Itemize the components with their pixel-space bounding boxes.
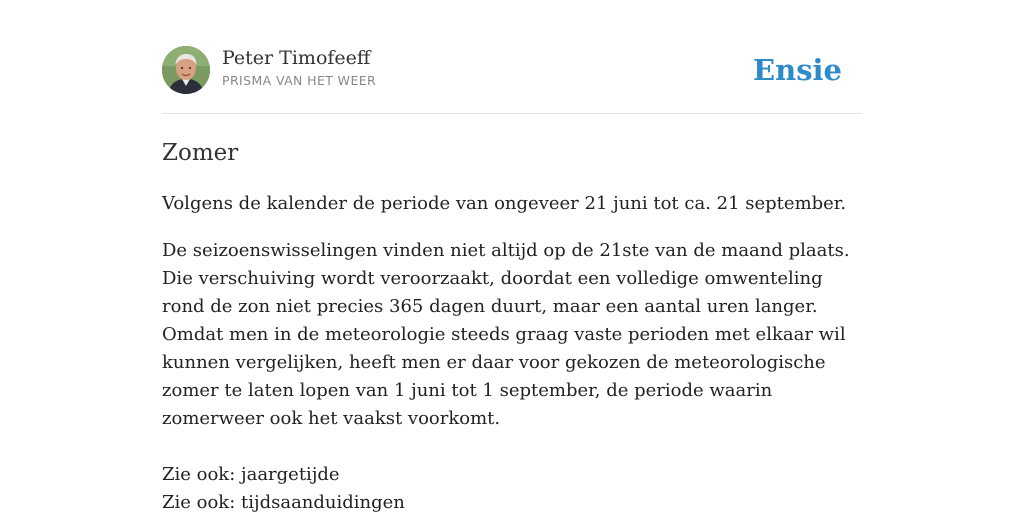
entry-card bbox=[162, 46, 862, 513]
entry-content bbox=[162, 190, 862, 517]
entry-paragraph: Volgens de kalender de periode van ongeveer 21 juni tot ca. 21 september. bbox=[162, 193, 847, 214]
ensie-logo[interactable]: Ensie bbox=[753, 53, 842, 87]
author-avatar[interactable] bbox=[162, 46, 210, 94]
author-name[interactable]: Peter Timofeeff bbox=[222, 47, 371, 69]
entry-paragraph: De seizoenswisselingen vinden niet altijd op de 21ste van de maand plaats. Die verschuiving wordt veroorzaakt, doordat een volledige omwenteling rond de zon niet precies 365 dagen duurt, maar een aantal uren langer. Omdat men in de meteorologie steeds graag vaste perioden met elkaar wil kunnen vergelijken, heeft men er daar voor gekozen de meteorologische zomer te laten lopen van 1 juni tot 1 september, de periode waarin zomerweer ook het vaakst voorkomt. bbox=[162, 240, 850, 429]
see-also-item: Zie ook: jaargetijde bbox=[162, 464, 340, 485]
person-avatar-icon bbox=[162, 46, 210, 94]
entry-header bbox=[162, 46, 862, 96]
author-block bbox=[222, 46, 376, 90]
header-divider bbox=[162, 113, 862, 114]
see-also-item: Zie ook: tijdsaanduidingen bbox=[162, 492, 405, 513]
author-source: PRISMA VAN HET WEER bbox=[222, 73, 377, 88]
entry-title: Zomer bbox=[162, 140, 239, 166]
